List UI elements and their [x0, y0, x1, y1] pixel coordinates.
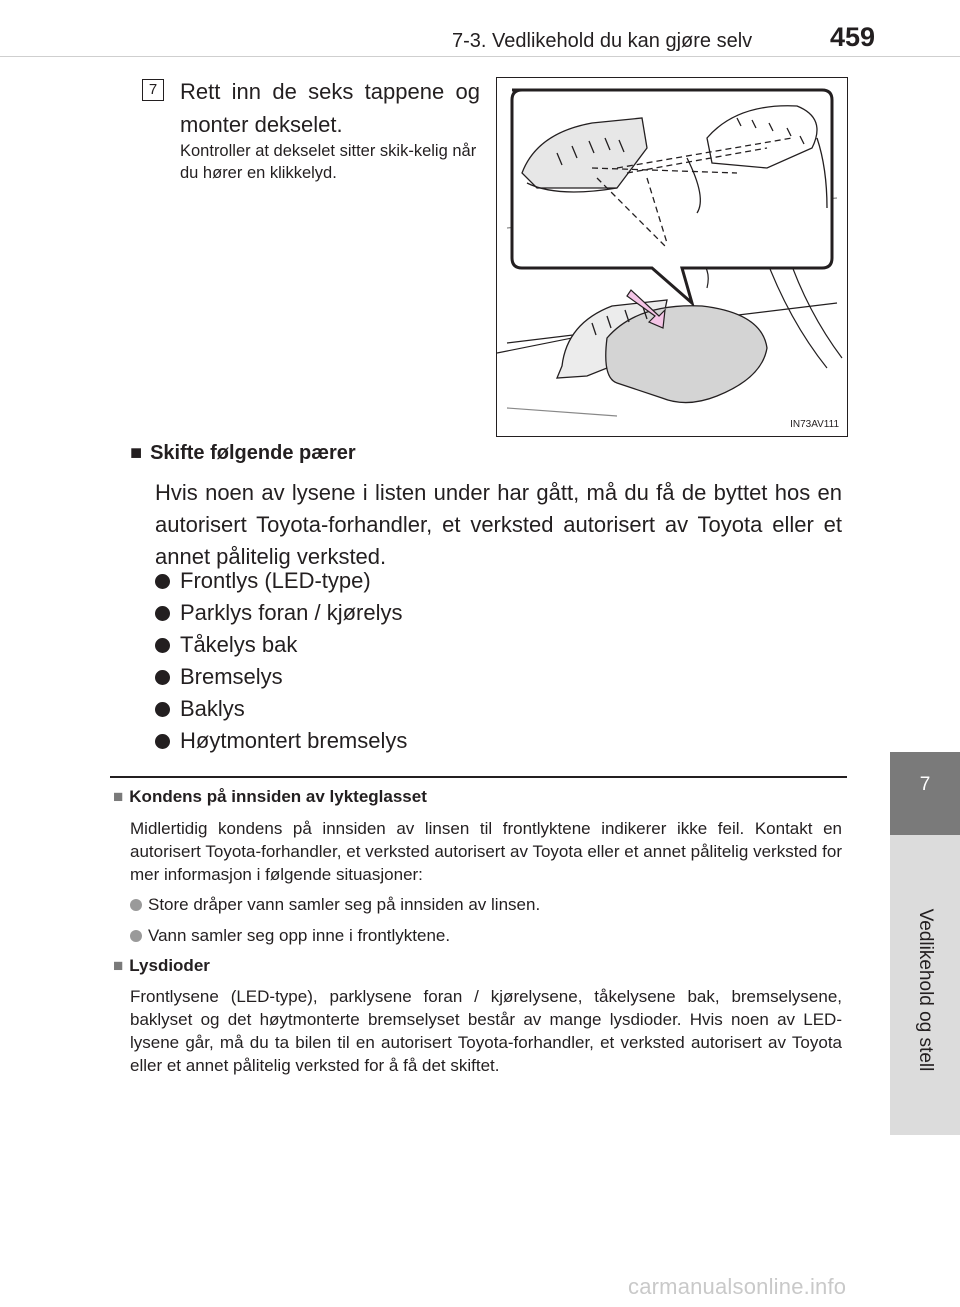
note-body-condensation: Midlertidig kondens på innsiden av linsen til frontlyktene indikerer ikke feil. Kontakt en autorisert Toyota-forhandler, et verksted autorisert av Toyota eller et annet pålitelig verksted for mer informasjon i følgende situasjoner:: [130, 819, 842, 884]
running-header: 7-3. Vedlikehold du kan gjøre selv: [452, 30, 753, 52]
bullet-dot-icon: [130, 899, 142, 911]
section-title-text: Skifte følgende pærer: [150, 442, 356, 464]
list-item: [155, 693, 407, 725]
chapter-number: 7: [919, 774, 931, 795]
watermark: carmanualsonline.info: [628, 1274, 847, 1299]
note-bullet: [130, 926, 450, 946]
bullet-dot-icon: [155, 670, 170, 685]
figure-code: IN73AV111: [790, 419, 839, 430]
note-title-text: Kondens på innsiden av lykteglasset: [129, 787, 427, 806]
note-body-led: Frontlysene (LED-type), parklysene foran / kjørelysene, tåkelysene bak, bremselysene, baklyset og det høytmonterte bremselyset består av mange lysdioder. Hvis noen av LED-lysene går, må du ta bilen til en autorisert Toyota-forhandler, et verksted autorisert av Toyota eller et annet pålitelig verksted for å få det skiftet.: [130, 987, 842, 1075]
zoom-callout: [512, 90, 832, 303]
section-body: Hvis noen av lysene i listen under har gått, må du få de byttet hos en autorisert Toyota-forhandler, et verksted autorisert av Toyota eller et annet pålitelig verksted.: [155, 480, 842, 569]
list-item-text: Baklys: [180, 696, 245, 721]
square-bullet-icon: ■: [113, 956, 124, 975]
section-title: [130, 442, 356, 465]
bullet-dot-icon: [130, 930, 142, 942]
note-title-condensation: [113, 787, 427, 807]
mirror-cover-illustration: [496, 77, 848, 437]
step-note: Kontroller at dekselet sitter skik-kelig når du hører en klikkelyd.: [180, 142, 477, 182]
note-title-led: [113, 956, 210, 976]
page-number: 459: [830, 22, 876, 52]
note-bullet-text: Store dråper vann samler seg på innsiden av linsen.: [148, 895, 541, 914]
note-title-text: Lysdioder: [129, 956, 210, 975]
square-bullet-icon: ■: [113, 787, 124, 806]
chapter-label: Vedlikehold og stell: [915, 908, 936, 1072]
mirror-cover-drawing: [497, 78, 847, 436]
square-bullet-icon: ■: [130, 442, 143, 464]
list-item-text: Høytmontert bremselys: [180, 728, 408, 753]
section-divider: [110, 776, 847, 778]
list-item-text: Frontlys (LED-type): [180, 568, 371, 593]
list-item-text: Parklys foran / kjørelys: [180, 600, 403, 625]
list-item: [155, 629, 407, 661]
step-instruction: Rett inn de seks tappene og monter dekselet.: [180, 79, 480, 137]
list-item-text: Tåkelys bak: [180, 632, 298, 657]
bullet-dot-icon: [155, 734, 170, 749]
bullet-dot-icon: [155, 574, 170, 589]
step-number: 7: [142, 79, 164, 101]
chapter-tab[interactable]: [890, 752, 960, 835]
bullet-dot-icon: [155, 606, 170, 621]
list-item: [155, 661, 407, 693]
list-item: [155, 565, 407, 597]
bullet-dot-icon: [155, 702, 170, 717]
list-item: [155, 725, 407, 757]
bullet-dot-icon: [155, 638, 170, 653]
list-item-text: Bremselys: [180, 664, 283, 689]
note-bullet-text: Vann samler seg opp inne i frontlyktene.: [148, 926, 451, 945]
bulb-list: [155, 565, 407, 757]
note-bullet: [130, 895, 540, 915]
list-item: [155, 597, 407, 629]
header-rule: [0, 56, 960, 57]
